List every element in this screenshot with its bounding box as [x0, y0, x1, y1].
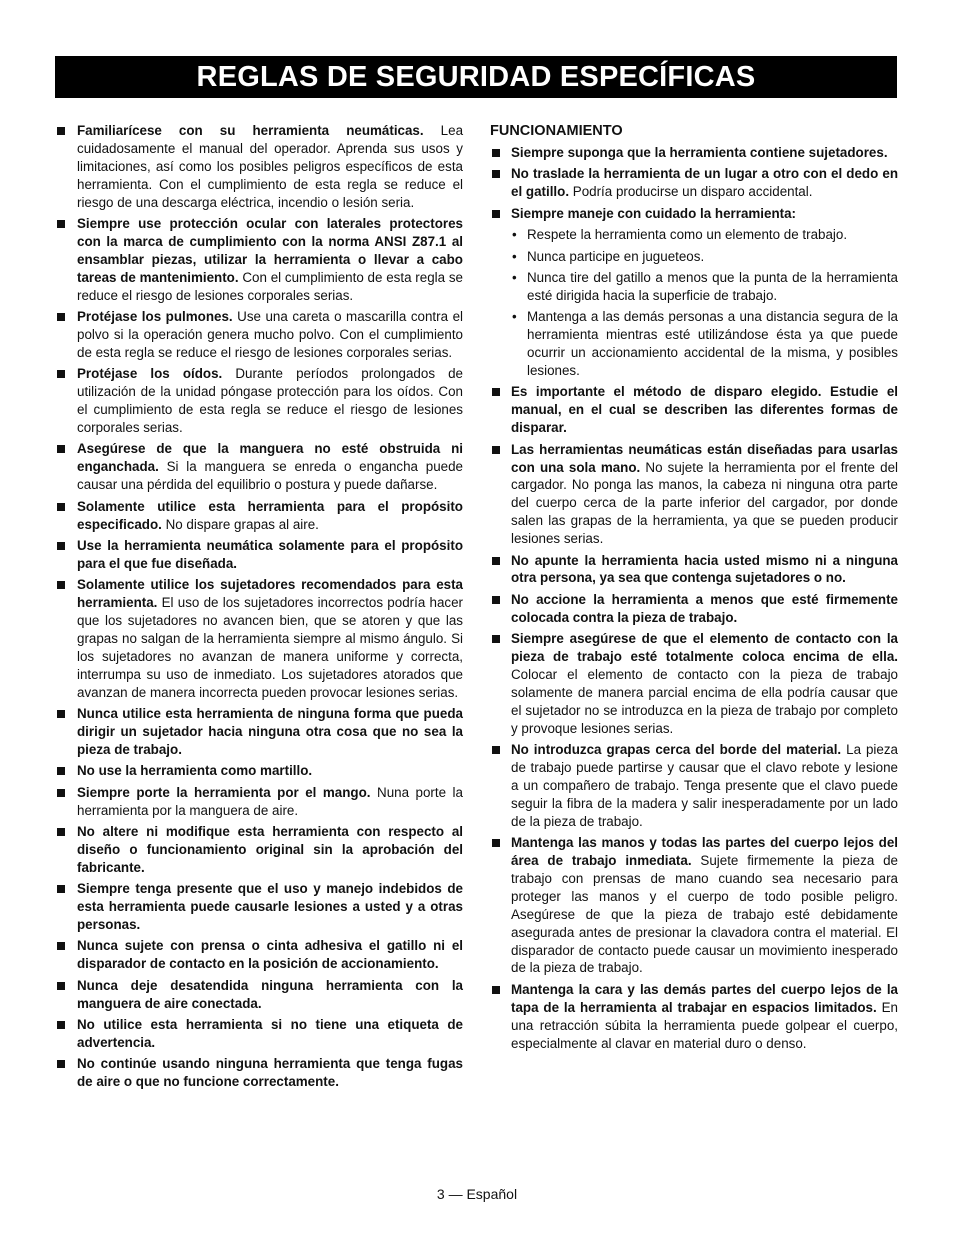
page-footer: 3 — Español	[436, 1186, 518, 1202]
square-bullet-icon	[57, 942, 65, 950]
round-bullet-icon: •	[512, 309, 517, 325]
handling-sublist	[490, 226, 898, 380]
rule-body-text: Colocar el elemento de contacto con la pieza de trabajo solamente de manera parcial encima de ella podría causar que el sujetador no se introduzca en la pieza de trabajo por completo y provoque lesiones serias.	[511, 666, 898, 736]
rule-bold-text: Siempre porte la herramienta por el mango.	[77, 784, 371, 800]
square-bullet-icon	[57, 313, 65, 321]
square-bullet-icon	[492, 446, 500, 454]
square-bullet-icon	[57, 1060, 65, 1068]
rule-body-text: Lea cuidadosamente el manual del operador. Aprenda sus usos y limitaciones, así como los posibles peligros específicos de esta herramienta. Con el cumplimiento de esta regla se reduce el riesgo de una descarga eléctrica, incendio o lesión seria.	[77, 123, 464, 210]
rule-bold-text: Solamente utilice esta herramienta para el propósito especificado.	[77, 498, 463, 532]
rule-body-text: Sujete firmemente la pieza de trabajo con prensas de mano cuando sea necesario para proteger las manos y el cuerpo de todo posible peligro. Asegúrese de que la pieza de trabajo esté debidamente asegurada antes de presionar la clavadora contra el material. El disparador de contacto puede causar un movimiento inesperado de la pieza de trabajo.	[511, 853, 899, 976]
rule-bold-text: No introduzca grapas cerca del borde del material.	[511, 742, 842, 758]
safety-rule-item	[490, 591, 898, 627]
left-column	[55, 122, 463, 1095]
rule-bold-text: No utilice esta herramienta si no tiene una etiqueta de advertencia.	[77, 1017, 463, 1050]
rule-bold-text: Nunca utilice esta herramienta de ninguna forma que pueda dirigir un sujetador hacia ninguna otra cosa que no sea la pieza de trabajo.	[77, 706, 463, 757]
rule-body-text: La pieza de trabajo puede partirse y causar que el clavo rebote y lesione a un compañero de trabajo. Tenga presente que el clavo puede seguir la fibra de la madera y salir inesperadamente por un lado de la pieza de trabajo.	[511, 742, 898, 829]
rule-bold-text: No traslade la herramienta de un lugar a otro con el dedo en el gatillo.	[511, 166, 898, 200]
safety-rule-item	[55, 784, 463, 820]
subitem-text: Respete la herramienta como un elemento de trabajo.	[527, 227, 848, 243]
rule-bold-text: Use la herramienta neumática solamente para el propósito para el que fue diseñada.	[77, 537, 463, 571]
subitem-text: Nunca participe en jugueteos.	[527, 248, 705, 264]
rule-bold-text: Siempre suponga que la herramienta contiene sujetadores.	[511, 145, 888, 160]
square-bullet-icon	[57, 710, 65, 718]
safety-rule-item	[55, 762, 463, 780]
rule-body-text: Use una careta o mascarilla contra el polvo si la operación genera mucho polvo. Con el cumplimiento de esta regla se reduce el riesgo de lesiones corporales serias.	[77, 309, 463, 360]
handling-subitem	[490, 226, 898, 244]
handling-subitem	[490, 269, 898, 305]
round-bullet-icon: •	[512, 269, 517, 285]
safety-rule-item	[55, 308, 463, 362]
rule-bold-text: Solamente utilice los sujetadores recomendados para esta herramienta.	[77, 577, 463, 611]
safety-rule-item	[490, 834, 898, 977]
safety-rule-item	[490, 981, 898, 1053]
subitem-text: Nunca tire del gatillo a menos que la punta de la herramienta esté dirigida hacia la superficie de trabajo.	[527, 269, 898, 303]
square-bullet-icon	[57, 445, 65, 453]
safety-rule-item	[55, 498, 463, 534]
safety-rule-item	[490, 144, 898, 162]
safety-rule-item	[55, 1016, 463, 1052]
safety-rule-item	[55, 937, 463, 973]
square-bullet-icon	[492, 986, 500, 994]
safety-rule-item	[55, 440, 463, 494]
safety-rule-item	[55, 977, 463, 1013]
rule-bold-text: Nunca deje desatendida ninguna herramienta con la manguera de aire conectada.	[77, 977, 463, 1011]
page-title: REGLAS DE SEGURIDAD ESPECÍFICAS	[55, 56, 897, 98]
round-bullet-icon: •	[512, 248, 517, 264]
rule-bold-text: Es importante el método de disparo elegido. Estudie el manual, en el cual se describen las diferentes formas de disparar.	[511, 384, 898, 436]
rule-bold-text: Siempre maneje con cuidado la herramienta:	[511, 205, 797, 221]
square-bullet-icon	[57, 127, 65, 135]
rule-bold-text: Las herramientas neumáticas están diseñadas para usarlas con una sola mano.	[511, 441, 898, 475]
square-bullet-icon	[492, 635, 500, 643]
rule-body-text: Durante períodos prolongados de utilización de la unidad póngase protección para los oídos. Con el cumplimiento de esta regla se reduce el riesgo de lesiones corporales serias.	[77, 366, 463, 435]
square-bullet-icon	[57, 542, 65, 550]
rule-body-text: No dispare grapas al aire.	[161, 516, 319, 532]
safety-rule-item	[55, 215, 463, 305]
operation-list-a	[490, 144, 898, 223]
square-bullet-icon	[492, 557, 500, 565]
rule-bold-text: No apunte la herramienta hacia usted mismo ni a ninguna otra persona, ya sea que contenga sujetadores o no.	[511, 552, 898, 586]
square-bullet-icon	[57, 503, 65, 511]
rule-bold-text: Mantenga la cara y las demás partes del cuerpo lejos de la tapa de la herramienta al trabajar en espacios limitados.	[511, 981, 898, 1015]
rule-bold-text: Siempre asegúrese de que el elemento de contacto con la pieza de trabajo esté totalmente coloca encima de ella.	[511, 631, 898, 665]
square-bullet-icon	[57, 885, 65, 893]
rule-body-text: En una retracción súbita la herramienta puede golpear el cuerpo, especialmente al clavar en material duro o denso.	[511, 999, 898, 1051]
safety-rule-item	[55, 537, 463, 573]
section-heading: FUNCIONAMIENTO	[490, 123, 623, 139]
square-bullet-icon	[57, 220, 65, 228]
rule-bold-text: Nunca sujete con prensa o cinta adhesiva el gatillo ni el disparador de contacto en la posición de accionamiento.	[77, 938, 463, 972]
safety-rule-item	[490, 383, 898, 437]
square-bullet-icon	[492, 839, 500, 847]
rule-bold-text: No continúe usando ninguna herramienta que tenga fugas de aire o que no funcione correctamente.	[77, 1056, 463, 1090]
safety-rule-item	[55, 705, 463, 759]
rule-bold-text: Protéjase los pulmones.	[77, 309, 233, 325]
square-bullet-icon	[57, 581, 65, 589]
safety-rule-item	[55, 880, 463, 934]
operation-list-b	[490, 383, 898, 1052]
square-bullet-icon	[57, 767, 65, 775]
safety-rule-item	[490, 165, 898, 201]
safety-rule-item	[55, 823, 463, 877]
square-bullet-icon	[57, 828, 65, 836]
rule-bold-text: Siempre tenga presente que el uso y manejo indebidos de esta herramienta puede causarle lesiones a usted y a otras personas.	[77, 881, 463, 933]
square-bullet-icon	[492, 746, 500, 754]
square-bullet-icon	[492, 388, 500, 396]
safety-rule-item	[490, 441, 898, 548]
safety-rule-item	[55, 122, 463, 212]
subitem-text: Mantenga a las demás personas a una distancia segura de la herramienta mientras esté utilizándose ésta ya que puede ocurrir un accionamiento accidental de la misma, y posibles lesiones.	[527, 309, 898, 378]
handling-subitem	[490, 308, 898, 380]
round-bullet-icon: •	[512, 227, 517, 243]
square-bullet-icon	[57, 370, 65, 378]
square-bullet-icon	[57, 789, 65, 797]
rule-bold-text: No altere ni modifique esta herramienta con respecto al diseño o funcionamiento original sin la aprobación del fabricante.	[77, 824, 463, 875]
square-bullet-icon	[492, 149, 500, 157]
safety-rule-item	[55, 1055, 463, 1091]
rule-bold-text: No use la herramienta como martillo.	[77, 763, 313, 779]
rule-body-text: Nuna porte la herramienta por la manguera de aire.	[77, 784, 463, 818]
rule-body-text: El uso de los sujetadores incorrectos podría hacer que los sujetadores no avancen bien, que se atoren y que las grapas no salgan de la herramienta siempre al mismo ángulo. Si los sujetadores no avanzan de manera uniforme y correcta, interrumpa su uso de inmediato. Los sujetadores atorados que avanzan de manera incorrecta pueden provocar lesiones serias.	[77, 595, 463, 700]
rule-body-text: No sujete la herramienta por el frente del cargador. No ponga las manos, la cabeza ni ninguna otra parte del cuerpo cerca de la parte inferior del cargador, por donde salen las grapas de la herramienta, ya que se pueden producir lesiones serias.	[511, 459, 898, 547]
square-bullet-icon	[57, 982, 65, 990]
rule-bold-text: No accione la herramienta a menos que esté firmemente colocada contra la pieza de trabajo.	[511, 591, 898, 625]
rule-bold-text: Mantenga las manos y todas las partes del cuerpo lejos del área de trabajo inmediata.	[511, 835, 898, 869]
safety-rule-item	[490, 205, 898, 223]
safety-rule-item	[490, 630, 898, 737]
rule-body-text: Con el cumplimiento de esta regla se reduce el riesgo de lesiones corporales serias.	[77, 269, 463, 303]
square-bullet-icon	[57, 1021, 65, 1029]
right-column	[490, 122, 898, 1056]
rule-bold-text: Siempre use protección ocular con laterales protectores con la marca de cumplimiento con la norma ANSI Z87.1 al ensamblar piezas, utilizar la herramienta o llevar a cabo tareas de mantenimiento.	[77, 216, 463, 285]
safety-rule-item	[490, 552, 898, 588]
rule-bold-text: Protéjase los oídos.	[77, 366, 223, 382]
square-bullet-icon	[492, 170, 500, 178]
handling-subitem	[490, 248, 898, 266]
safety-rule-item	[490, 741, 898, 831]
safety-rule-item	[55, 576, 463, 701]
rule-body-text: Si la manguera se enreda o engancha puede causar una pérdida del equilibrio o postura y puede dañarse.	[77, 459, 463, 493]
rule-body-text: Podría producirse un disparo accidental.	[569, 184, 813, 200]
rule-bold-text: Asegúrese de que la manguera no esté obstruida ni enganchada.	[77, 441, 463, 475]
square-bullet-icon	[492, 210, 500, 218]
rule-bold-text: Familiarícese con su herramienta neumáticas.	[77, 123, 424, 138]
square-bullet-icon	[492, 596, 500, 604]
safety-rule-item	[55, 365, 463, 437]
